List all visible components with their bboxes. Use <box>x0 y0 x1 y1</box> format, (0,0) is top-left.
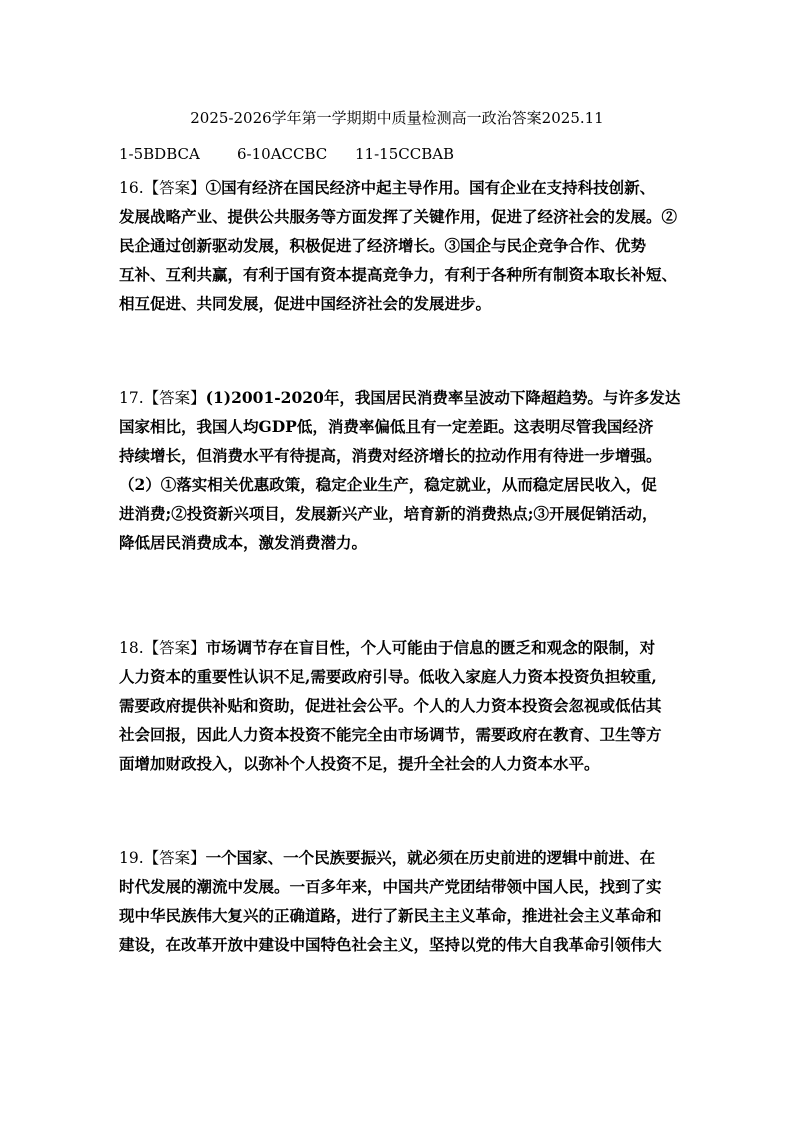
answer-label: 16.【答案】 <box>119 179 206 197</box>
mc-answer-1-5: 1-5BDBCA <box>119 145 200 163</box>
answer-line: 相互促进、共同发展，促进中国经济社会的发展进步。 <box>119 294 492 313</box>
answer-line: ①国有经济在国民经济中起主导作用。国有企业在支持科技创新、 <box>205 178 656 197</box>
answer-line: 市场调节存在盲目性，个人可能由于信息的匮乏和观念的限制，对 <box>205 638 656 657</box>
answer-label: 17.【答案】 <box>119 389 206 407</box>
answer-line: 一个国家、一个民族要振兴，就必须在历史前进的逻辑中前进、在 <box>205 848 656 867</box>
answer-line: 持续增长，但消费水平有待提高，消费对经济增长的拉动作用有待进一步增强。 <box>119 446 662 465</box>
answer-label: 19.【答案】 <box>119 849 206 867</box>
answer-line: 现中华民族伟大复兴的正确道路，进行了新民主主义革命，推进社会主义革命和 <box>119 906 662 925</box>
answer-label: 18.【答案】 <box>119 639 206 657</box>
answer-line: 国家相比，我国人均GDP低，消费率偏低且有一定差距。这表明尽管我国经济 <box>119 417 654 436</box>
answer-line: 社会回报，因此人力资本投资不能完全由市场调节，需要政府在教育、卫生等方 <box>119 725 662 744</box>
answer-block-17 <box>119 386 685 560</box>
mc-answer-6-10: 6-10ACCBC <box>237 145 328 163</box>
document-title: 2025-2026学年第一学期期中质量检测高一政治答案2025.11 <box>190 109 604 127</box>
answer-block-16 <box>119 176 685 321</box>
mc-answer-11-15: 11-15CCBAB <box>355 145 455 163</box>
answer-line: 时代发展的潮流中发展。一百多年来，中国共产党团结带领中国人民，找到了实 <box>119 877 662 896</box>
answer-block-19 <box>119 846 685 962</box>
answer-line: 降低居民消费成本，激发消费潜力。 <box>119 533 368 552</box>
answer-line: (1)2001-2020年，我国居民消费率呈波动下降超趋势。与许多发达 <box>205 388 681 407</box>
answer-line: 发展战略产业、提供公共服务等方面发挥了关键作用，促进了经济社会的发展。② <box>119 207 678 226</box>
multiple-choice-answers <box>119 142 454 166</box>
answer-line: 人力资本的重要性认识不足,需要政府引导。低收入家庭人力资本投资负担较重, <box>119 667 657 686</box>
answer-line: 互补、互利共赢，有利于国有资本提高竞争力，有利于各种所有制资本取长补短、 <box>119 265 678 284</box>
answer-block-18 <box>119 636 685 781</box>
answer-line: （2）①落实相关优惠政策，稳定企业生产，稳定就业，从而稳定居民收入，促 <box>119 475 657 494</box>
answer-line: 建设，在改革开放中建设中国特色社会主义，坚持以党的伟大自我革命引领伟大 <box>119 935 662 954</box>
answer-line: 需要政府提供补贴和资助，促进社会公平。个人的人力资本投资会忽视或低估其 <box>119 696 662 715</box>
answer-line: 民企通过创新驱动发展，积极促进了经济增长。③国企与民企竞争合作、优势 <box>119 236 647 255</box>
answer-line: 进消费;②投资新兴项目，发展新兴产业，培育新的消费热点;③开展促销活动， <box>119 504 658 523</box>
answer-line: 面增加财政投入，以弥补个人投资不足，提升全社会的人力资本水平。 <box>119 754 600 773</box>
